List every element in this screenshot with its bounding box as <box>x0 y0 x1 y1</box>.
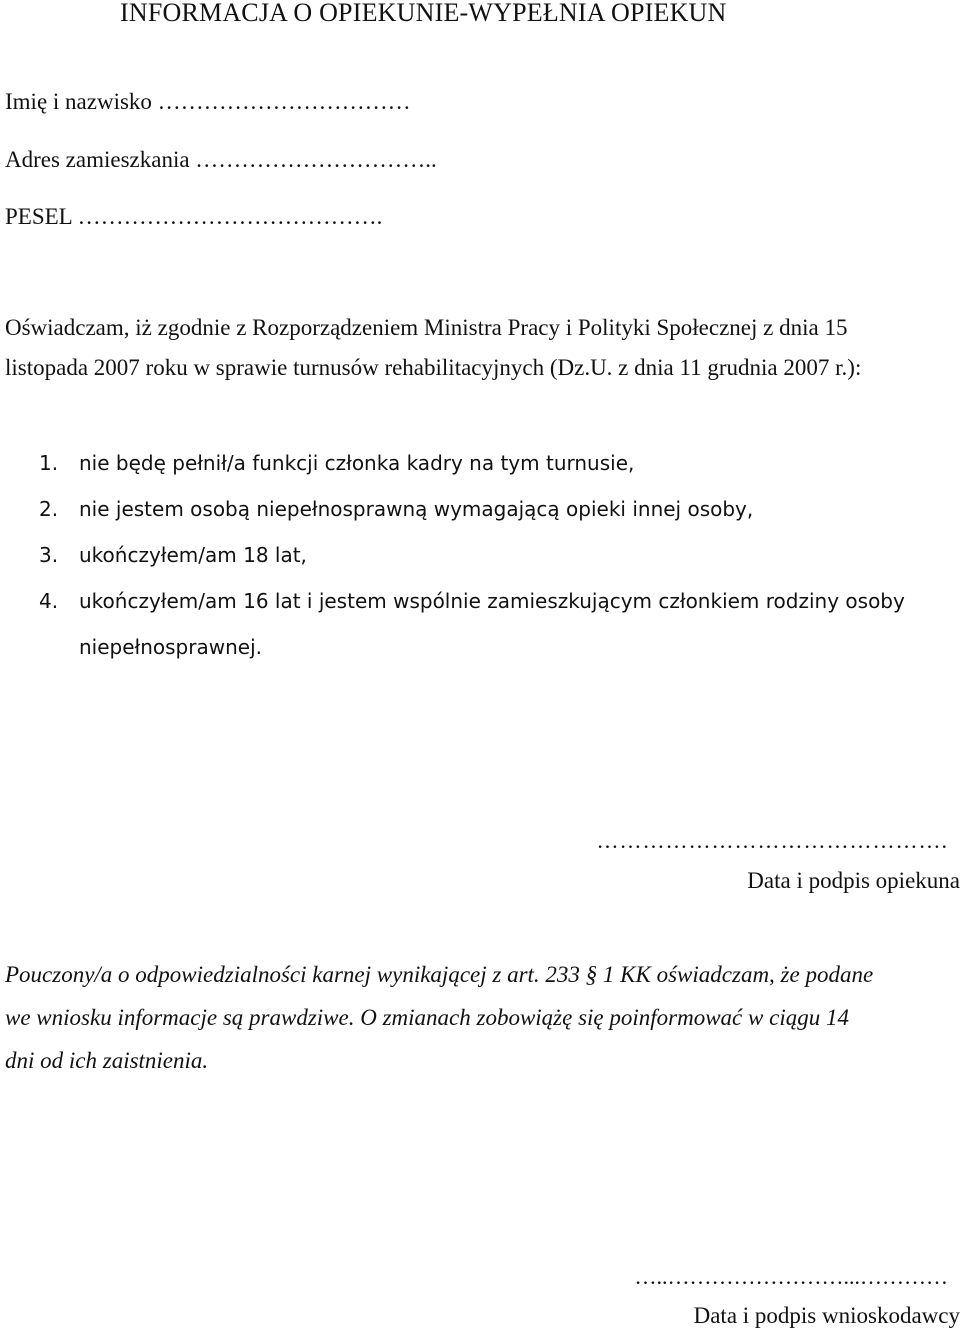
list-item <box>39 486 939 532</box>
warning-line: dni od ich zaistnienia. <box>5 1048 209 1073</box>
guardian-signature-label: Data i podpis opiekuna <box>747 868 960 893</box>
list-item <box>39 578 939 670</box>
intro-line: Oświadczam, iż zgodnie z Rozporządzeniem Ministra Pracy i Polityki Społecznej z dnia 15 <box>5 315 848 340</box>
pesel-field-line[interactable]: PESEL …………………………………. <box>5 204 383 229</box>
declaration-intro <box>5 308 960 388</box>
page-title: INFORMACJA O OPIEKUNIE-WYPEŁNIA OPIEKUN <box>120 0 727 27</box>
legal-warning <box>5 953 960 1082</box>
list-item <box>39 532 939 578</box>
name-field-line[interactable]: Imię i nazwisko …………………………… <box>5 89 411 114</box>
list-item-text: ukończyłem/am 16 lat i jestem wspólnie zamieszkującym członkiem rodziny osoby niepełnosprawnej. <box>79 589 905 659</box>
list-item-text: nie będę pełnił/a funkcji członka kadry na tym turnusie, <box>79 451 635 475</box>
guardian-signature-line[interactable]: ………………………………………. <box>596 828 948 853</box>
warning-line: we wniosku informacje są prawdziwe. O zmianach zobowiążę się poinformować w ciągu 14 <box>5 1005 849 1030</box>
applicant-signature-label: Data i podpis wnioskodawcy <box>693 1303 960 1328</box>
address-field-line[interactable]: Adres zamieszkania ………………………….. <box>5 147 437 172</box>
list-item-number: 2. <box>39 497 59 521</box>
list-item-number: 3. <box>39 543 59 567</box>
applicant-signature-line[interactable]: …..……………………...………… <box>634 1264 948 1289</box>
warning-line: Pouczony/a o odpowiedzialności karnej wynikającej z art. 233 § 1 KK oświadczam, że podane <box>5 962 874 987</box>
list-item-text: ukończyłem/am 18 lat, <box>79 543 307 567</box>
intro-line: listopada 2007 roku w sprawie turnusów rehabilitacyjnych (Dz.U. z dnia 11 grudnia 2007 r.): <box>5 355 862 380</box>
declaration-list <box>39 440 939 670</box>
list-item-text: nie jestem osobą niepełnosprawną wymagającą opieki innej osoby, <box>79 497 754 521</box>
list-item <box>39 440 939 486</box>
list-item-number: 4. <box>39 589 59 613</box>
list-item-number: 1. <box>39 451 59 475</box>
